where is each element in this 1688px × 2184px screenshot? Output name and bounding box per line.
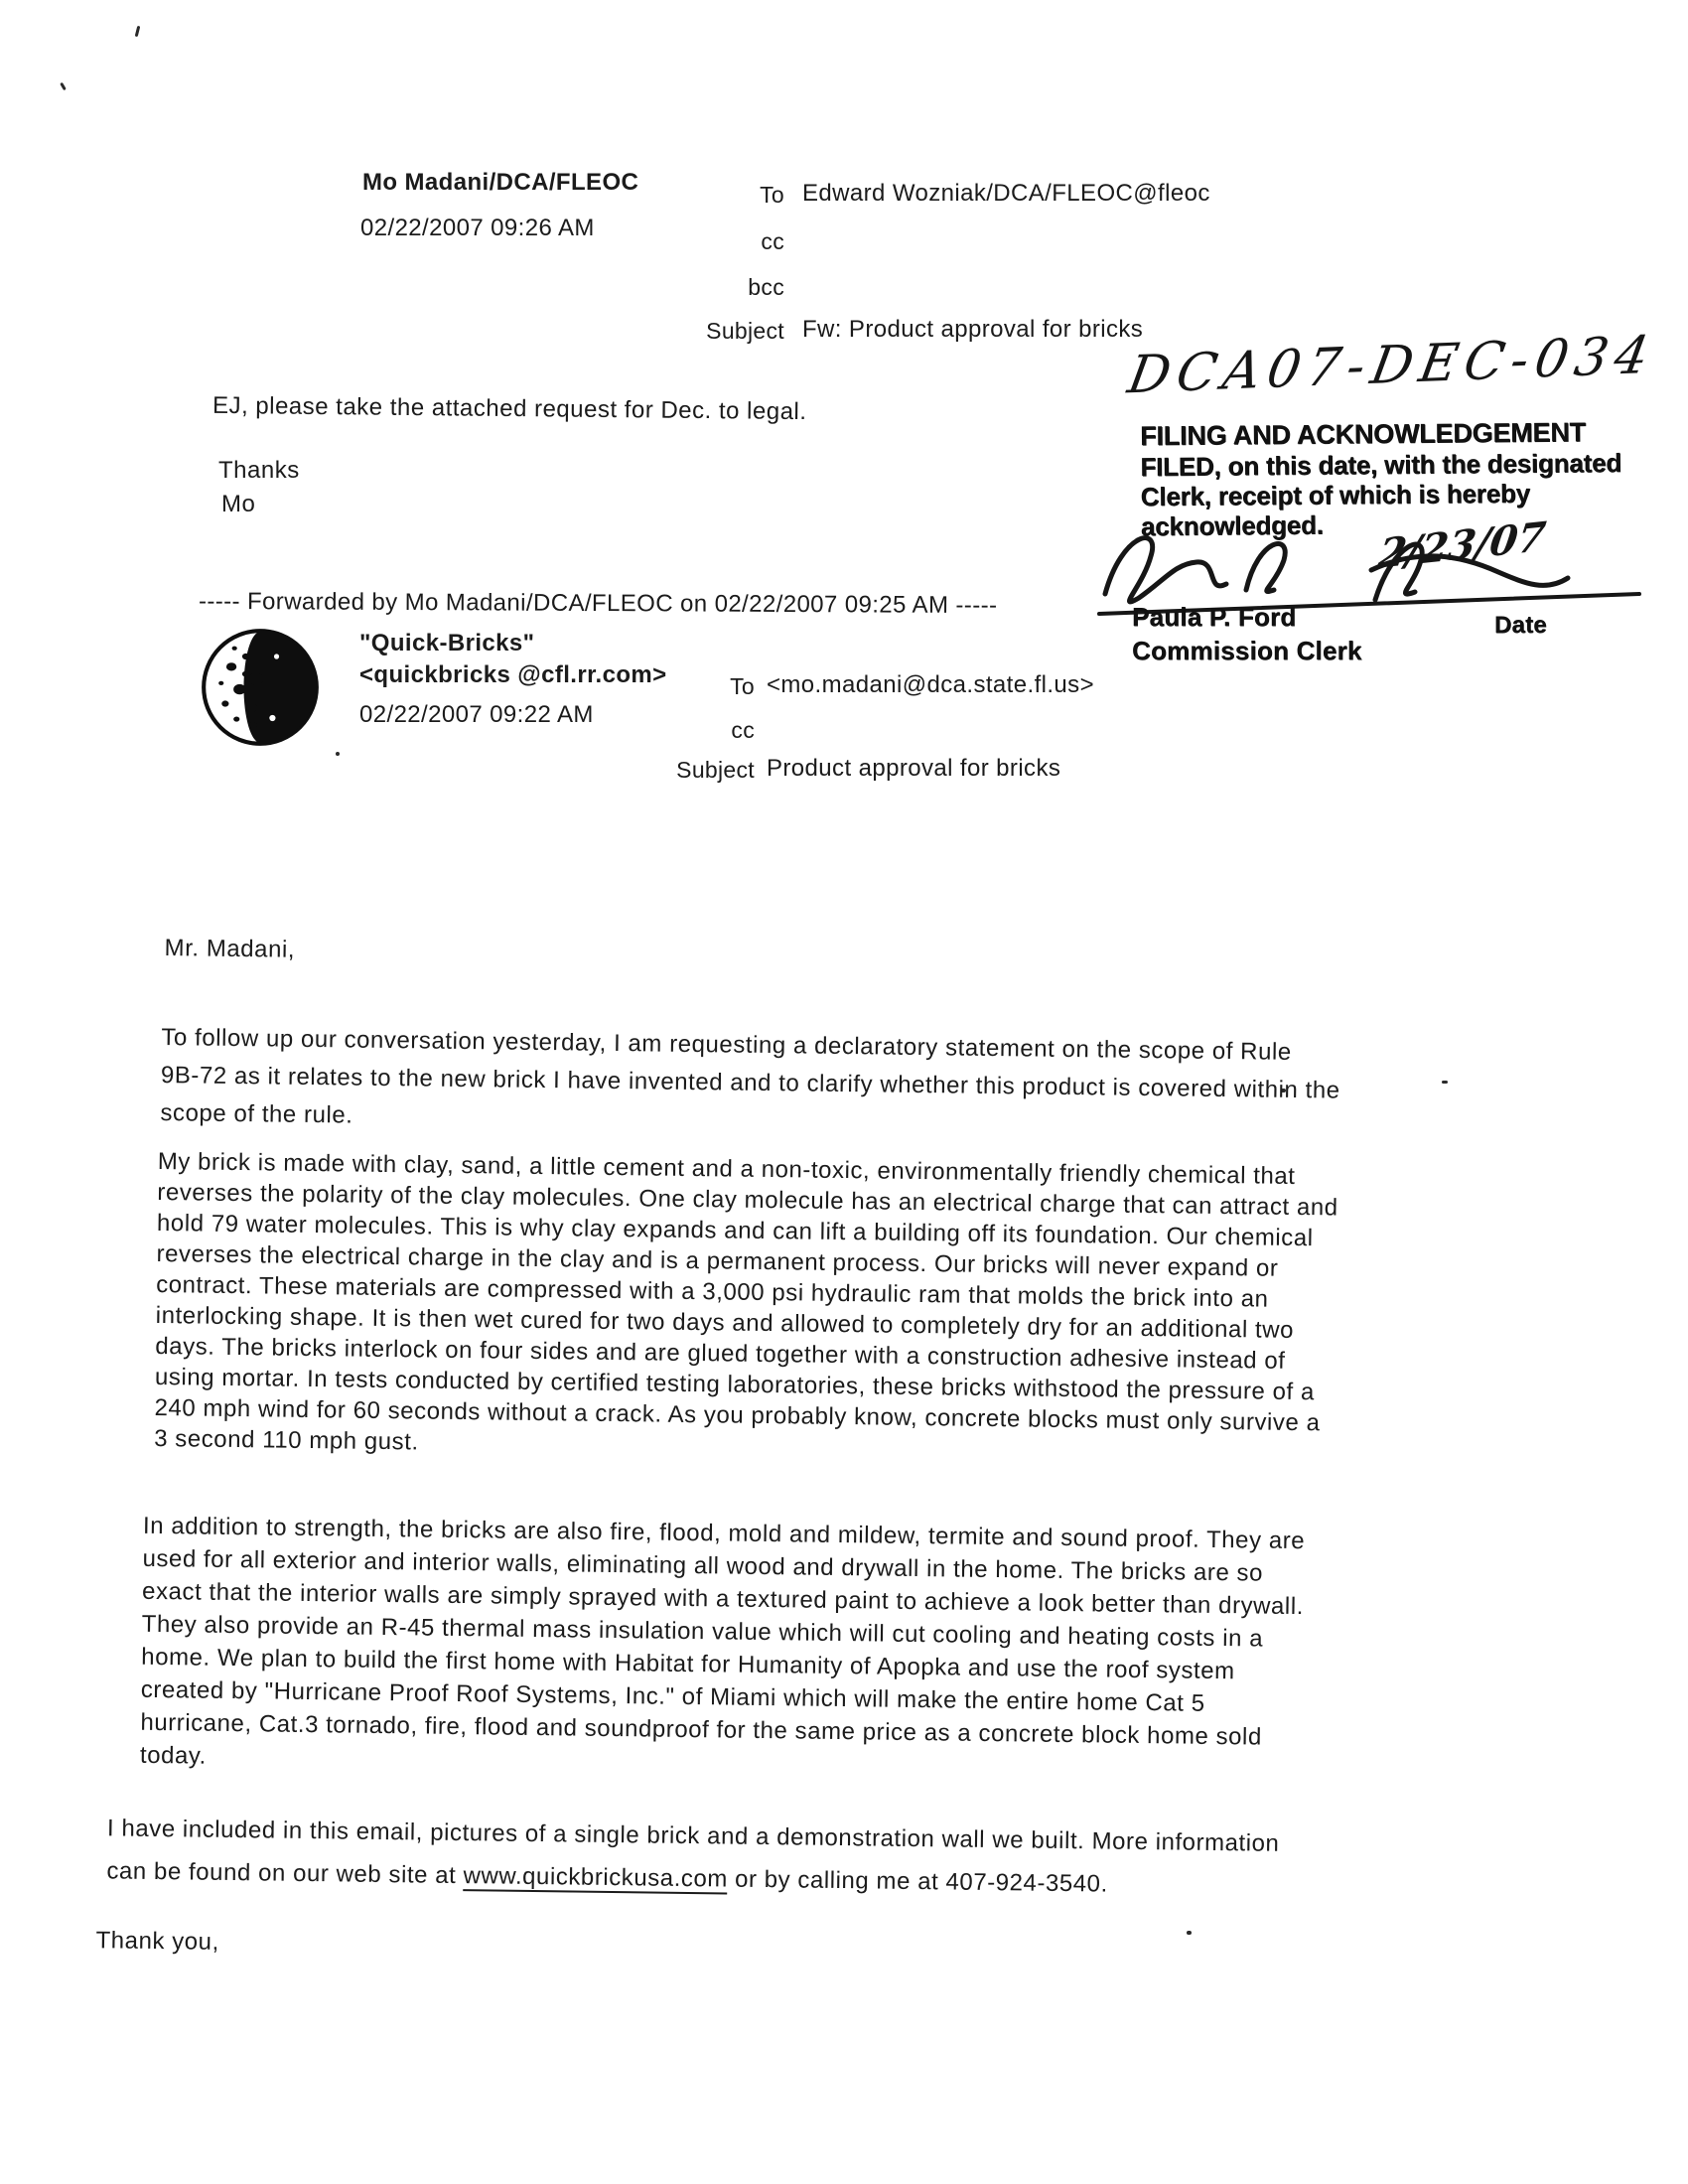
- email2-from-email: <quickbricks @cfl.rr.com>: [359, 661, 667, 688]
- email1-from: Mo Madani/DCA/FLEOC: [362, 169, 639, 196]
- clerk-name: Paula P. Ford: [1132, 602, 1297, 632]
- scan-artifact: [135, 26, 141, 37]
- salutation: Mr. Madani,: [164, 935, 296, 963]
- email1-subject-label: Subject: [706, 318, 784, 344]
- email1-sent-date: 02/22/2007 09:26 AM: [360, 215, 595, 241]
- email1-cc-label: cc: [761, 228, 784, 254]
- scan-artifact: [336, 752, 340, 756]
- paragraph-4-line1: I have included in this email, pictures of a single brick and a demonstration wall we built. More information: [106, 1815, 1280, 1857]
- closing: Thank you,: [95, 1927, 219, 1956]
- forward-separator: ----- Forwarded by Mo Madani/DCA/FLEOC on 02/22/2007 09:25 AM -----: [198, 587, 998, 620]
- email1-to-value: Edward Wozniak/DCA/FLEOC@fleoc: [802, 180, 1210, 207]
- note-line: EJ, please take the attached request for Dec. to legal.: [211, 391, 807, 426]
- email1-subject-value: Fw: Product approval for bricks: [802, 316, 1144, 343]
- email2-subject-value: Product approval for bricks: [767, 755, 1061, 782]
- note-thanks: Thanks: [218, 457, 300, 484]
- filing-stamp-body: FILED, on this date, with the designated Clerk, receipt of which is hereby acknowledged.: [1140, 447, 1622, 541]
- email2-to-value: <mo.madani@dca.state.fl.us>: [767, 671, 1094, 698]
- email2-sent-date: 02/22/2007 09:22 AM: [359, 701, 594, 728]
- paragraph-1: To follow up our conversation yesterday, I am requesting a declaratory statement on the scope of Rule 9B-72 as it relates to the new brick I have invented and to clarify whether this product is covered within the scope of the rule.: [160, 1024, 1340, 1129]
- note-signoff: Mo: [221, 491, 256, 517]
- filing-stamp-title: FILING AND ACKNOWLEDGEMENT: [1140, 417, 1587, 451]
- email1-bcc-label: bcc: [748, 274, 784, 300]
- email2-subject-label: Subject: [676, 757, 755, 783]
- handwritten-date: 2/23/07: [1375, 512, 1549, 578]
- email2-from-name: "Quick-Bricks": [359, 630, 535, 656]
- date-label: Date: [1494, 612, 1547, 639]
- paragraph-4-line2-pre: can be found on our web site at: [106, 1857, 464, 1890]
- moon-globe-logo-icon: [199, 626, 322, 749]
- scan-artifact: [60, 82, 67, 90]
- paragraph-2: My brick is made with clay, sand, a little cement and a non-toxic, environmentally friendly chemical that reverses the polarity of the clay molecules. One clay molecule has an electrical charge that can attract and hold 79 water molecules. This is why clay expands and can lift a building off its foundation. Our chemical reverses the electrical charge in the clay and is a permanent process. Our bricks will never expand or contract. These materials are compressed with a 3,000 psi hydraulic ram that molds the brick into an interlocking shape. It is then wet cured for two days and allowed to completely dry for an additional two days. The bricks interlock on four sides and are glued together with a construction adhesive instead of using mortar. In tests conducted by certified testing laboratories, these bricks withstood the pressure of a 240 mph wind for 60 seconds without a crack. As you probably know, concrete blocks must only survive a 3 second 110 mph gust.: [153, 1147, 1338, 1456]
- paragraph-4-line2-post: or by calling me at 407-924-3540.: [727, 1865, 1108, 1898]
- paragraph-3: In addition to strength, the bricks are also fire, flood, mold and mildew, termite and sound proof. They are used for all exterior and interior walls, eliminating all wood and drywall in the home. The bricks are so exact that the interior walls are simply sprayed with a textured paint to achieve a look better than drywall. They also provide an R-45 thermal mass insulation value which will cut cooling and heating costs in a home. We plan to build the first home with Habitat for Humanity of Apopka and use the roof system created by "Hurricane Proof Roof Systems, Inc." of Miami which will make the entire home Cat 5 hurricane, Cat.3 tornado, fire, flood and soundproof for the same price as a concrete block home sold today.: [139, 1512, 1306, 1770]
- email2-cc-label: cc: [731, 717, 755, 743]
- clerk-title: Commission Clerk: [1132, 636, 1362, 665]
- handwritten-case-number: DCA07-DEC-034: [1123, 325, 1660, 406]
- letter-body: [95, 920, 1650, 2032]
- email1-to-label: To: [760, 182, 784, 208]
- email2-to-label: To: [730, 673, 755, 699]
- paragraph-4: [106, 1807, 1280, 1907]
- website-link: www.quickbrickusa.com: [463, 1862, 729, 1893]
